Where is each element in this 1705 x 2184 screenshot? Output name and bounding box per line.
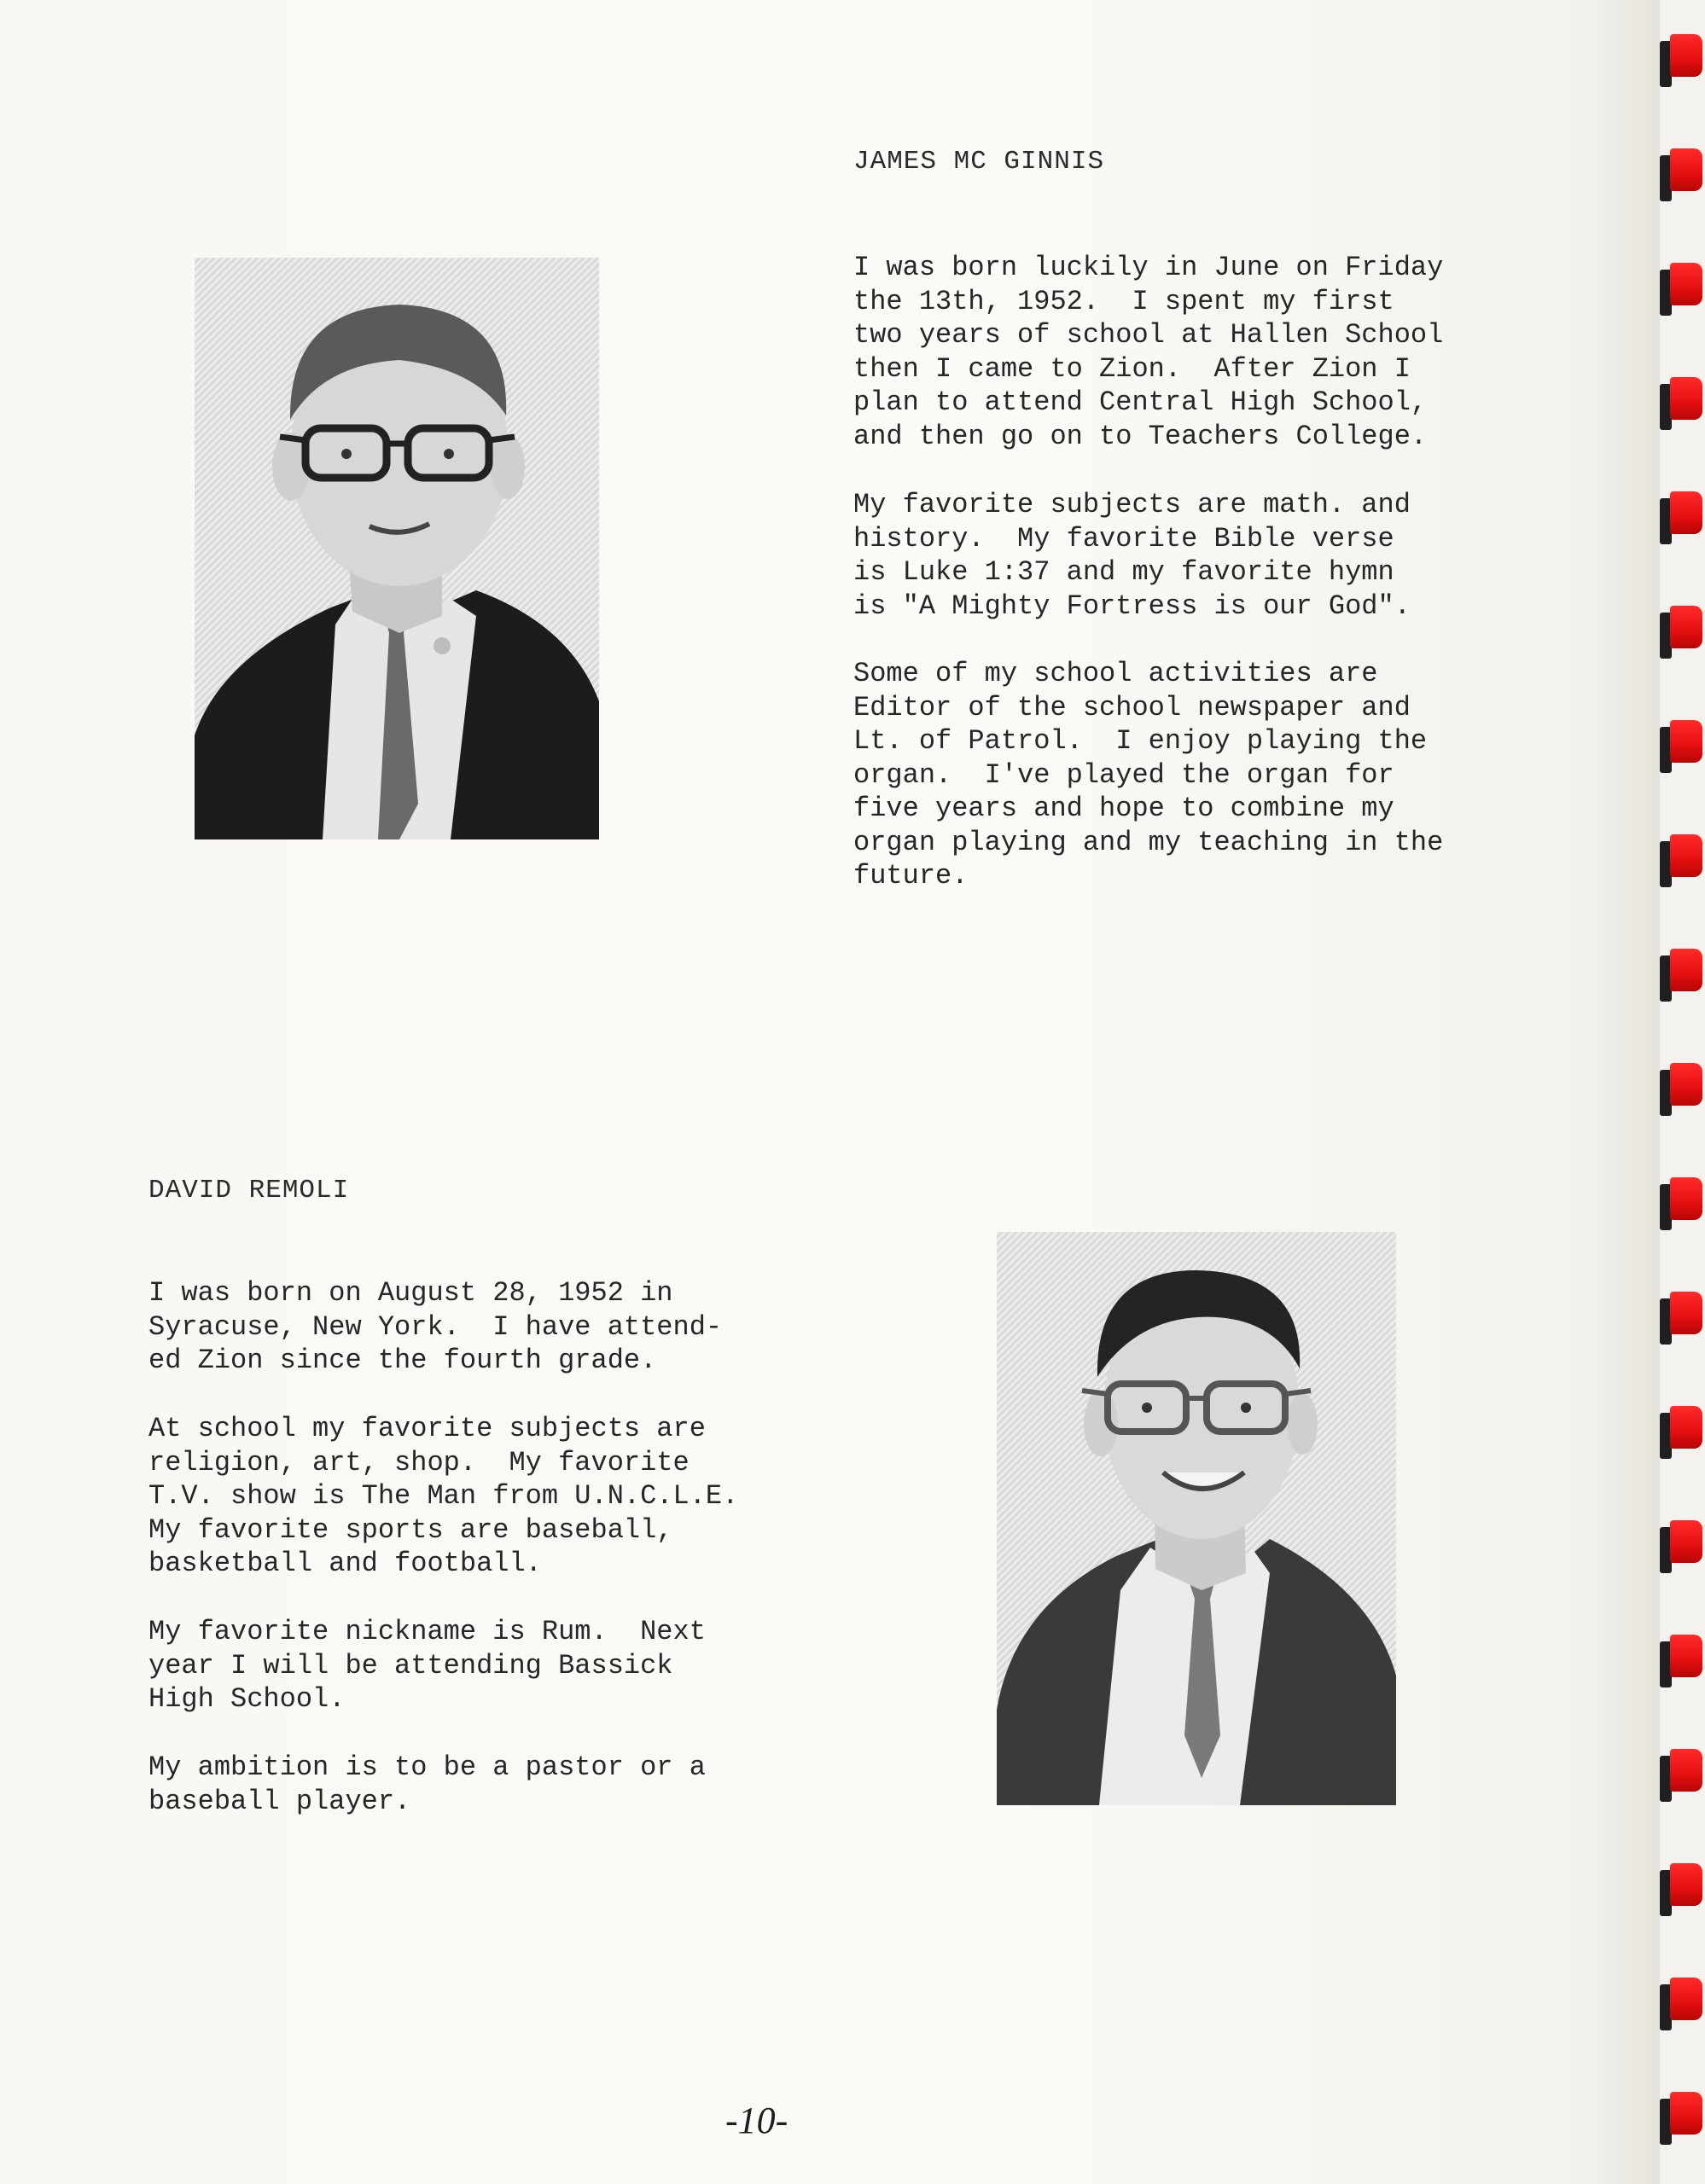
page-number: -10- [725,2100,788,2141]
student1-paragraph-1: I was born luckily in June on Friday the 13th, 1952. I spent my first two years of school at Hallen School then I came to Zion. After Zion I plan to attend Central High School, and then go on to Teachers College. [853,252,1444,452]
binding-coil [1660,1749,1702,1804]
student1-paragraph-3: Some of my school activities are Editor of the school newspaper and Lt. of Patrol. I enjoy playing the organ. I've played the organ for five years and hope to combine my organ playing and my teaching in the future. [853,658,1444,892]
binding-coil [1660,491,1702,546]
binding-coil [1660,148,1702,203]
binding-coil [1660,1520,1702,1575]
binding-coil [1660,1406,1702,1461]
binding-coil [1660,1978,1702,2032]
student2-paragraph-1: I was born on August 28, 1952 in Syracuse, New York. I have attend- ed Zion since the fourth grade. [148,1277,723,1376]
portrait-photo-david [997,1232,1396,1805]
student2-paragraph-4: My ambition is to be a pastor or a baseball player. [148,1751,706,1817]
binding-coil [1660,34,1702,89]
student2-paragraph-3: My favorite nickname is Rum. Next year I will be attending Bassick High School. [148,1616,706,1715]
binding-coil [1660,2092,1702,2146]
student2-paragraph-2: At school my favorite subjects are religion, art, shop. My favorite T.V. show is The Man from U.N.C.L.E. My favorite sports are baseball, basketball and football. [148,1413,739,1579]
student-name-david: DAVID REMOLI [148,1176,350,1205]
binding-coil [1660,1063,1702,1118]
binding-coil [1660,1863,1702,1918]
student1-paragraph-2: My favorite subjects are math. and history. My favorite Bible verse is Luke 1:37 and my favorite hymn is "A Mighty Fortress is our God". [853,489,1411,622]
binding-coil [1660,1292,1702,1346]
binding-coil [1660,720,1702,775]
binding-coil [1660,1635,1702,1689]
binding-coil [1660,949,1702,1003]
student-name-james: JAMES MC GINNIS [853,147,1105,177]
binding-coil [1660,263,1702,317]
binding-coil [1660,834,1702,889]
portrait-photo-james [195,258,599,839]
page-edge-shadow [1587,0,1660,2184]
binding-coil [1660,377,1702,432]
binding-coil [1660,606,1702,660]
binding-coil [1660,1177,1702,1232]
